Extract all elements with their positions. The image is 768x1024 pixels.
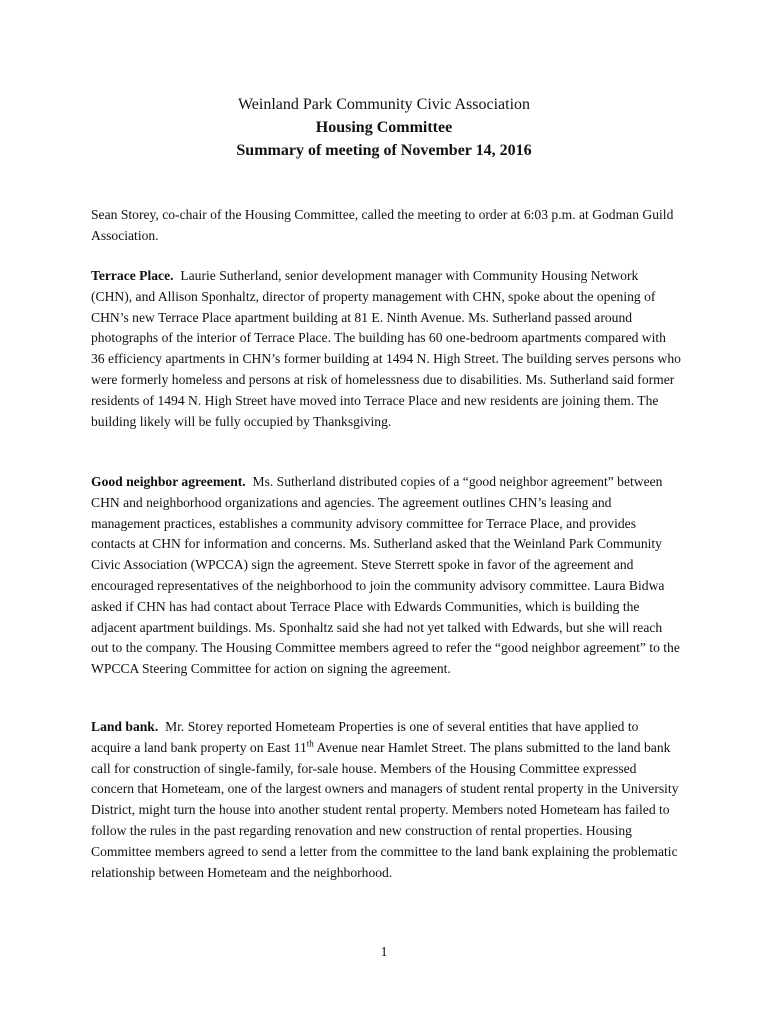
land-bank-heading: Land bank. [91, 719, 159, 734]
terrace-place-paragraph [91, 266, 681, 432]
good-neighbor-paragraph [91, 472, 681, 680]
page-number: 1 [380, 944, 388, 959]
ordinal-superscript: th [306, 738, 314, 749]
document-header [0, 93, 768, 162]
meeting-summary-title: Summary of meeting of November 14, 2016 [236, 142, 532, 159]
land-bank-text-start: Mr. Storey reported Hometeam Properties is one of several entities that have applied to acquire a land bank property on East 11 [91, 719, 639, 755]
land-bank-paragraph [91, 717, 681, 883]
terrace-place-text: Laurie Sutherland, senior development manager with Community Housing Network (CHN), and Allison Sponhaltz, director of property management with CHN, spoke about the opening of CHN’s new Terrace Place apartment building at 81 E. Ninth Avenue. Ms. Sutherland passed around photographs of the interior of Terrace Place. The building has 60 one-bedroom apartments compared with 36 efficiency apartments in CHN’s former building at 1494 N. High Street. The building serves persons who were formerly homeless and persons at risk of homelessness due to disabilities. Ms. Sutherland said former residents of 1494 N. High Street have moved into Terrace Place and new residents are joining them. The building likely will be fully occupied by Thanksgiving. [91, 268, 681, 429]
good-neighbor-text: Ms. Sutherland distributed copies of a “good neighbor agreement” between CHN and neighborhood organizations and agencies. The agreement outlines CHN’s leasing and management practices, establishes a community advisory committee for Terrace Place, and provides contacts at CHN for information and concerns. Ms. Sutherland asked that the Weinland Park Community Civic Association (WPCCA) sign the agreement. Steve Sterrett spoke in favor of the agreement and encouraged representatives of the neighborhood to join the community advisory committee. Laura Bidwa asked if CHN has had contact about Terrace Place with Edwards Communities, which is building the adjacent apartment buildings. Ms. Sponhaltz said she had not yet talked with Edwards, but she will reach out to the company. The Housing Committee members agreed to refer the “good neighbor agreement” to the WPCCA Steering Committee for action on signing the agreement. [91, 474, 680, 677]
organization-title: Weinland Park Community Civic Association [237, 96, 531, 113]
committee-title: Housing Committee [315, 119, 453, 136]
intro-text: Sean Storey, co-chair of the Housing Committee, called the meeting to order at 6:03 p.m. at Godman Guild Association. [91, 207, 674, 243]
good-neighbor-heading: Good neighbor agreement. [91, 474, 246, 489]
terrace-place-heading: Terrace Place. [91, 268, 174, 283]
intro-paragraph [91, 205, 681, 247]
land-bank-text-end: Avenue near Hamlet Street. The plans submitted to the land bank call for construction of single-family, for-sale house. Members of the Housing Committee expressed concern that Hometeam, one of the largest owners and managers of student rental property in the University District, might turn the house into another student rental property. Members noted Hometeam has failed to follow the rules in the past regarding renovation and new construction of rental properties. Housing Committee members agreed to send a letter from the committee to the land bank explaining the problematic relationship between Hometeam and the neighborhood. [91, 739, 679, 880]
